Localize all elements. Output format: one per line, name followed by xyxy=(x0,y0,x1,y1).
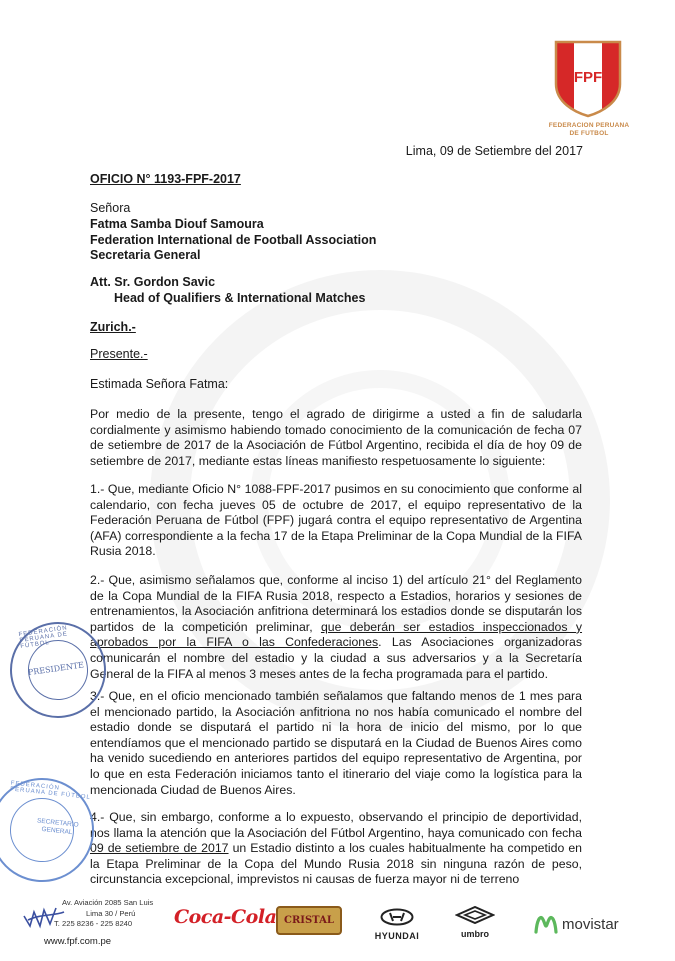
secretary-stamp-label: SECRETARIO GENERAL xyxy=(36,817,79,837)
sponsor-coca-cola: Coca-Cola xyxy=(174,906,277,928)
secretary-stamp xyxy=(0,773,99,887)
sponsor-hyundai xyxy=(372,908,422,941)
paragraph-2-text-b: . Las Asociaciones organizadoras comunicarán el nombre del estadio y la ciudad a sus adversarios y a la Secretaría General de la FIFA al menos 3 meses antes de la fecha programada para el partido. xyxy=(90,635,582,681)
movistar-m-icon xyxy=(534,914,558,934)
sponsor-movistar xyxy=(534,914,619,934)
hyundai-logo-icon xyxy=(380,908,414,926)
logo-name-line1: FEDERACION PERUANA xyxy=(548,122,630,129)
footer-address-line2: Lima 30 / Perú xyxy=(86,908,136,918)
paragraph-4-underlined-date: 09 de setiembre de 2017 xyxy=(90,841,229,856)
sponsor-cristal-label: CRISTAL xyxy=(276,906,342,935)
president-stamp-label: PRESIDENTE xyxy=(27,660,85,678)
sponsor-umbro-label: umbro xyxy=(461,929,489,939)
paragraph-1: 1.- Que, mediante Oficio N° 1088-FPF-2017 pusimos en su conocimiento que conforme al calendario, con fecha jueves 05 de octubre de 2017, el equipo representativo de la Federación Peruana de Fútbol (FPF) jugará contra el equipo representativo de Argentina (AFA) correspondiente a la fecha 17 de la Etapa Preliminar de la Copa Mundial de la FIFA Rusia 2018. xyxy=(90,482,582,559)
letter-date: Lima, 09 de Setiembre del 2017 xyxy=(405,144,583,158)
paragraph-2 xyxy=(90,573,582,682)
footer-website: www.fpf.com.pe xyxy=(44,936,112,947)
intro-paragraph: Por medio de la presente, tengo el agrado de dirigirme a usted a fin de saludarla cordialmente y asimismo habiendo tomado conocimiento de la comunicación de fecha 07 de setiembre de 2017 de la Asociación de Fútbol Argentino, recibida el día de hoy 09 de setiembre de 2017, mediante estas líneas manifiesto respetuosamente lo siguiente: xyxy=(90,407,582,468)
paragraph-2-underlined: que deberán ser estadios inspeccionados y aprobados por la FIFA o las Confederaciones xyxy=(90,619,583,650)
recipient-city: Zurich.- xyxy=(90,320,136,334)
paragraph-4 xyxy=(90,810,582,888)
recipient-organization: Federation International de Football Association xyxy=(90,232,377,247)
paragraph-4-text-a: 4.- Que, sin embargo, conforme a lo expuesto, observando el principio de deportividad, nos llama la atención que la Asociación del Fútbol Argentino, haya comunicado con fecha xyxy=(90,810,582,840)
svg-text:FPF: FPF xyxy=(573,69,603,86)
paragraph-4-text-b: un Estadio distinto a los cuales habitualmente ha competido en la Etapa Preliminar de la Copa del Mundo Rusia 2018 sin ninguna razón de peso, circunstancia excepcional, imprevistos ni causas de fuerza mayor ni de terreno xyxy=(90,841,582,887)
presente-line: Presente.- xyxy=(90,347,148,361)
sponsor-hyundai-label: HYUNDAI xyxy=(374,931,420,941)
attention-line1: Att. Sr. Gordon Savic xyxy=(90,275,216,289)
president-stamp-arc: FEDERACIÓN PERUANA DE FÚTBOL xyxy=(18,625,69,650)
secretary-stamp-arc: FEDERACIÓN PERUANA DE FÚTBOL xyxy=(9,780,91,801)
greeting: Estimada Señora Fatma: xyxy=(90,377,229,391)
logo-name-line2: DE FUTBOL xyxy=(569,130,609,137)
sponsor-umbro xyxy=(452,906,498,939)
paragraph-3: 3.- Que, en el oficio mencionado también señalamos que faltando menos de 1 mes para el mencionado partido, la Asociación anfitriona no nos había comunicado el nombre del estadio donde se disputará el partido ni la hora de inicio del mismo, por lo que entendíamos que el mencionado partido se disputará en la Ciudad de Buenos Aires como ha venido sucediendo en anteriores partidos del equipo representativo de Argentina, por lo que en esta Federación iniciamos tanto el itinerario del viaje como la logística para la mencionada Ciudad de Buenos Aires. xyxy=(90,689,582,797)
sponsor-movistar-label: movistar xyxy=(562,915,619,933)
recipient-block xyxy=(90,201,376,264)
umbro-diamond-icon xyxy=(455,906,495,924)
footer-phone: T. 225 8236 - 225 8240 xyxy=(54,919,133,928)
recipient-name: Fatma Samba Diouf Samoura xyxy=(90,216,264,231)
reference-number: OFICIO N° 1193-FPF-2017 xyxy=(90,172,241,186)
footer-address xyxy=(48,898,153,930)
attention-block xyxy=(90,275,365,307)
paragraph-2-text-a: 2.- Que, asimismo señalamos que, conforme al inciso 1) del artículo 21° del Reglamento de la Copa Mundial de la FIFA Rusia 2018, respecto a Estadios, horarios y sesiones de entrenamientos, la Asociación anfitriona determinará los estadios donde se disputarán los partidos de la competición preliminar, xyxy=(90,573,582,634)
recipient-position: Secretaria General xyxy=(90,248,201,263)
recipient-salutation: Señora xyxy=(90,201,131,215)
attention-line2: Head of Qualifiers & International Matches xyxy=(114,290,366,305)
footer-address-line1: Av. Aviación 2085 San Luis xyxy=(62,898,154,907)
fpf-logo xyxy=(548,38,630,138)
sponsor-cristal xyxy=(276,906,342,935)
